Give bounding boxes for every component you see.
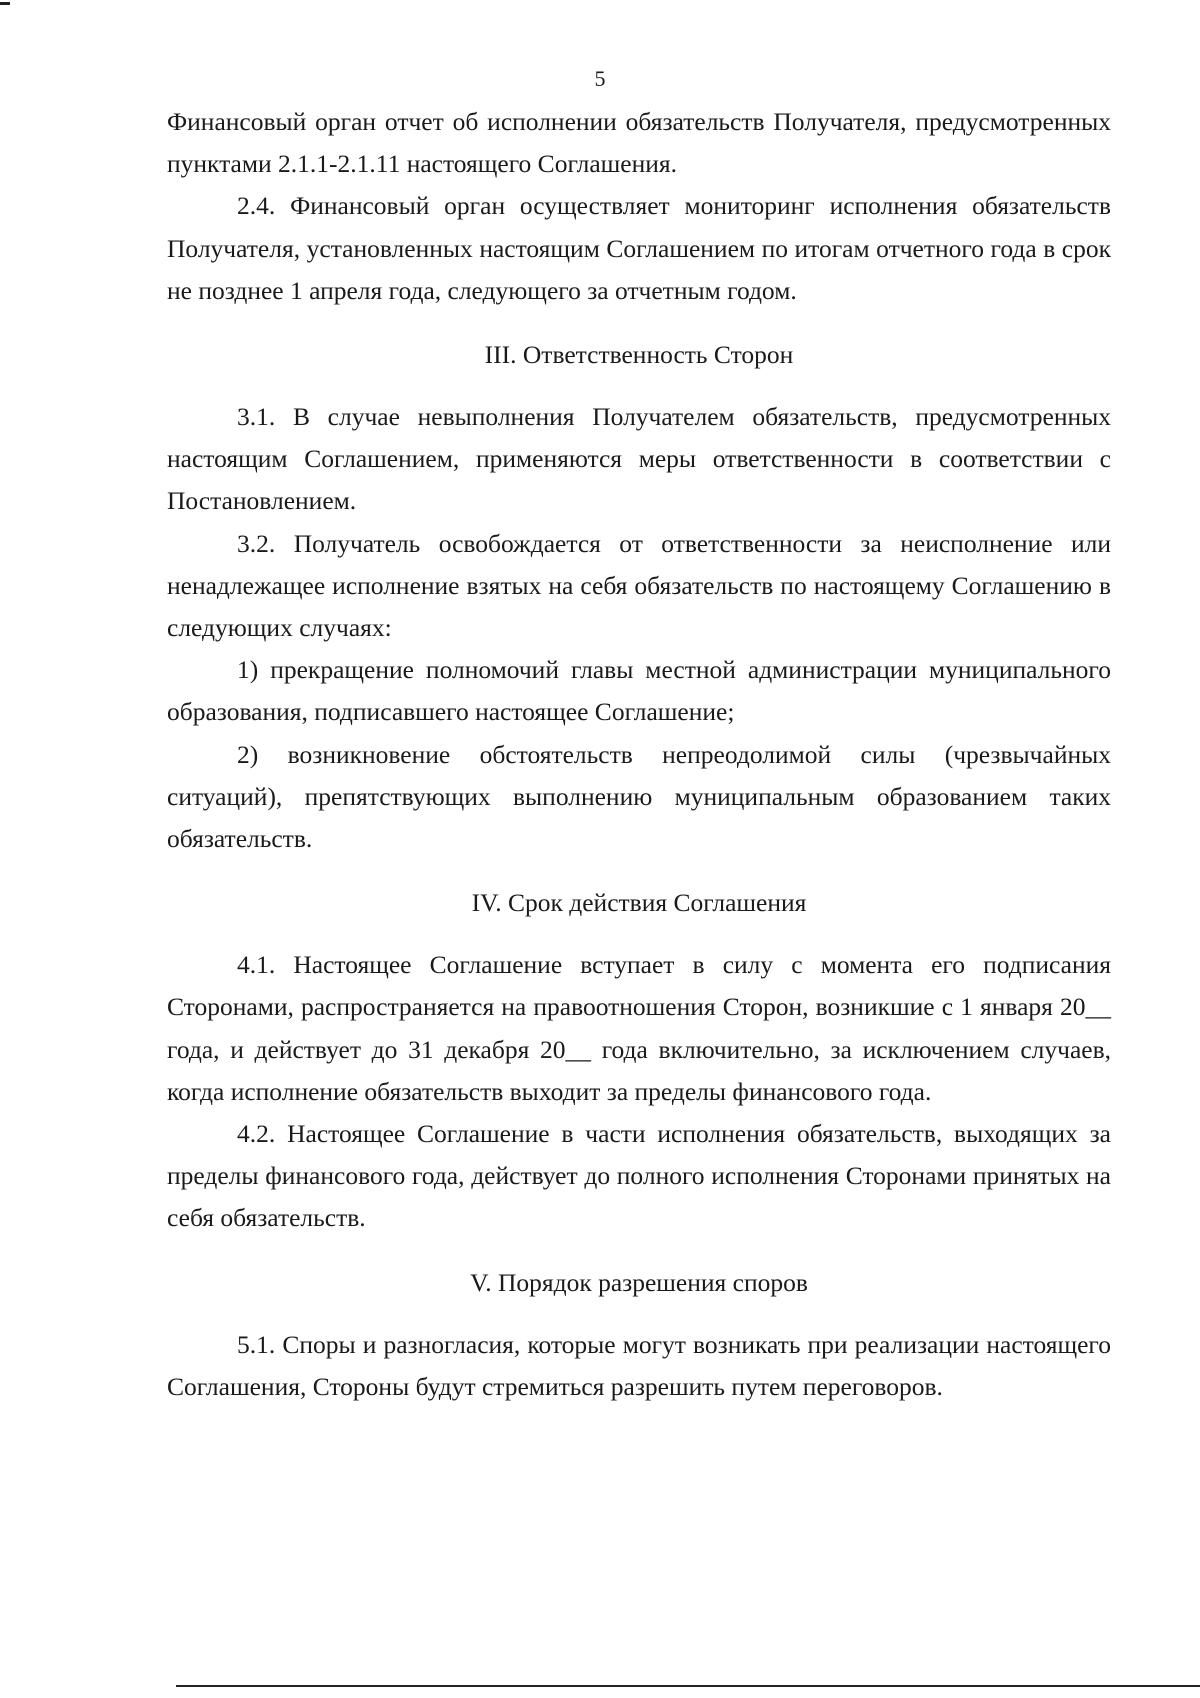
page-number: 5 [594,66,606,91]
paragraph-5-1: 5.1. Споры и разногласия, которые могут возникать при реализации настоящего Соглашения, Стороны будут стремиться разрешить путем переговоров. [167,1329,1111,1401]
paragraph-4-1: 4.1. Настоящее Соглашение вступает в силу с момента его подписания Сторонами, распространяется на правоотношения Сторон, возникшие с 1 января 20__ года, и действует до 31 декабря 20__ года включительно, за исключением случаев, когда исполнение обязательств выходит за пределы финансового года. [167,950,1111,1106]
list-item-3-2-2: 2) возникновение обстоятельств непреодолимой силы (чрезвычайных ситуаций), препятствующих выполнению муниципальным образованием таких обязательств. [167,739,1111,854]
scan-edge-mark [0,2,10,5]
section-heading-term: IV. Срок действия Соглашения [471,888,807,918]
section-heading-responsibility: III. Ответственность Сторон [484,340,794,370]
paragraph-2-4: 2.4. Финансовый орган осуществляет мониторинг исполнения обязательств Получателя, установленных настоящим Соглашением по итогам отчетного года в срок не позднее 1 апреля года, следующего за отчетным годом. [167,191,1111,305]
paragraph-3-1: 3.1. В случае невыполнения Получателем обязательств, предусмотренных настоящим Соглашением, применяются меры ответственности в соответствии с Постановлением. [167,402,1111,516]
paragraph-4-2: 4.2. Настоящее Соглашение в части исполнения обязательств, выходящих за пределы финансового года, действует до полного исполнения Сторонами принятых на себя обязательств. [167,1119,1111,1233]
section-heading-disputes: V. Порядок разрешения споров [470,1267,808,1297]
paragraph-continuation: Финансовый орган отчет об исполнении обязательств Получателя, предусмотренных пунктами 2.1.1-2.1.11 настоящего Соглашения. [167,107,1111,179]
bottom-rule [176,1685,1200,1687]
paragraph-3-2: 3.2. Получатель освобождается от ответственности за неисполнение или ненадлежащее исполнение взятых на себя обязательств по настоящему Соглашению в следующих случаях: [167,528,1111,643]
document-body [167,101,1111,1408]
list-item-3-2-1: 1) прекращение полномочий главы местной администрации муниципального образования, подписавшего настоящее Соглашение; [167,655,1111,727]
